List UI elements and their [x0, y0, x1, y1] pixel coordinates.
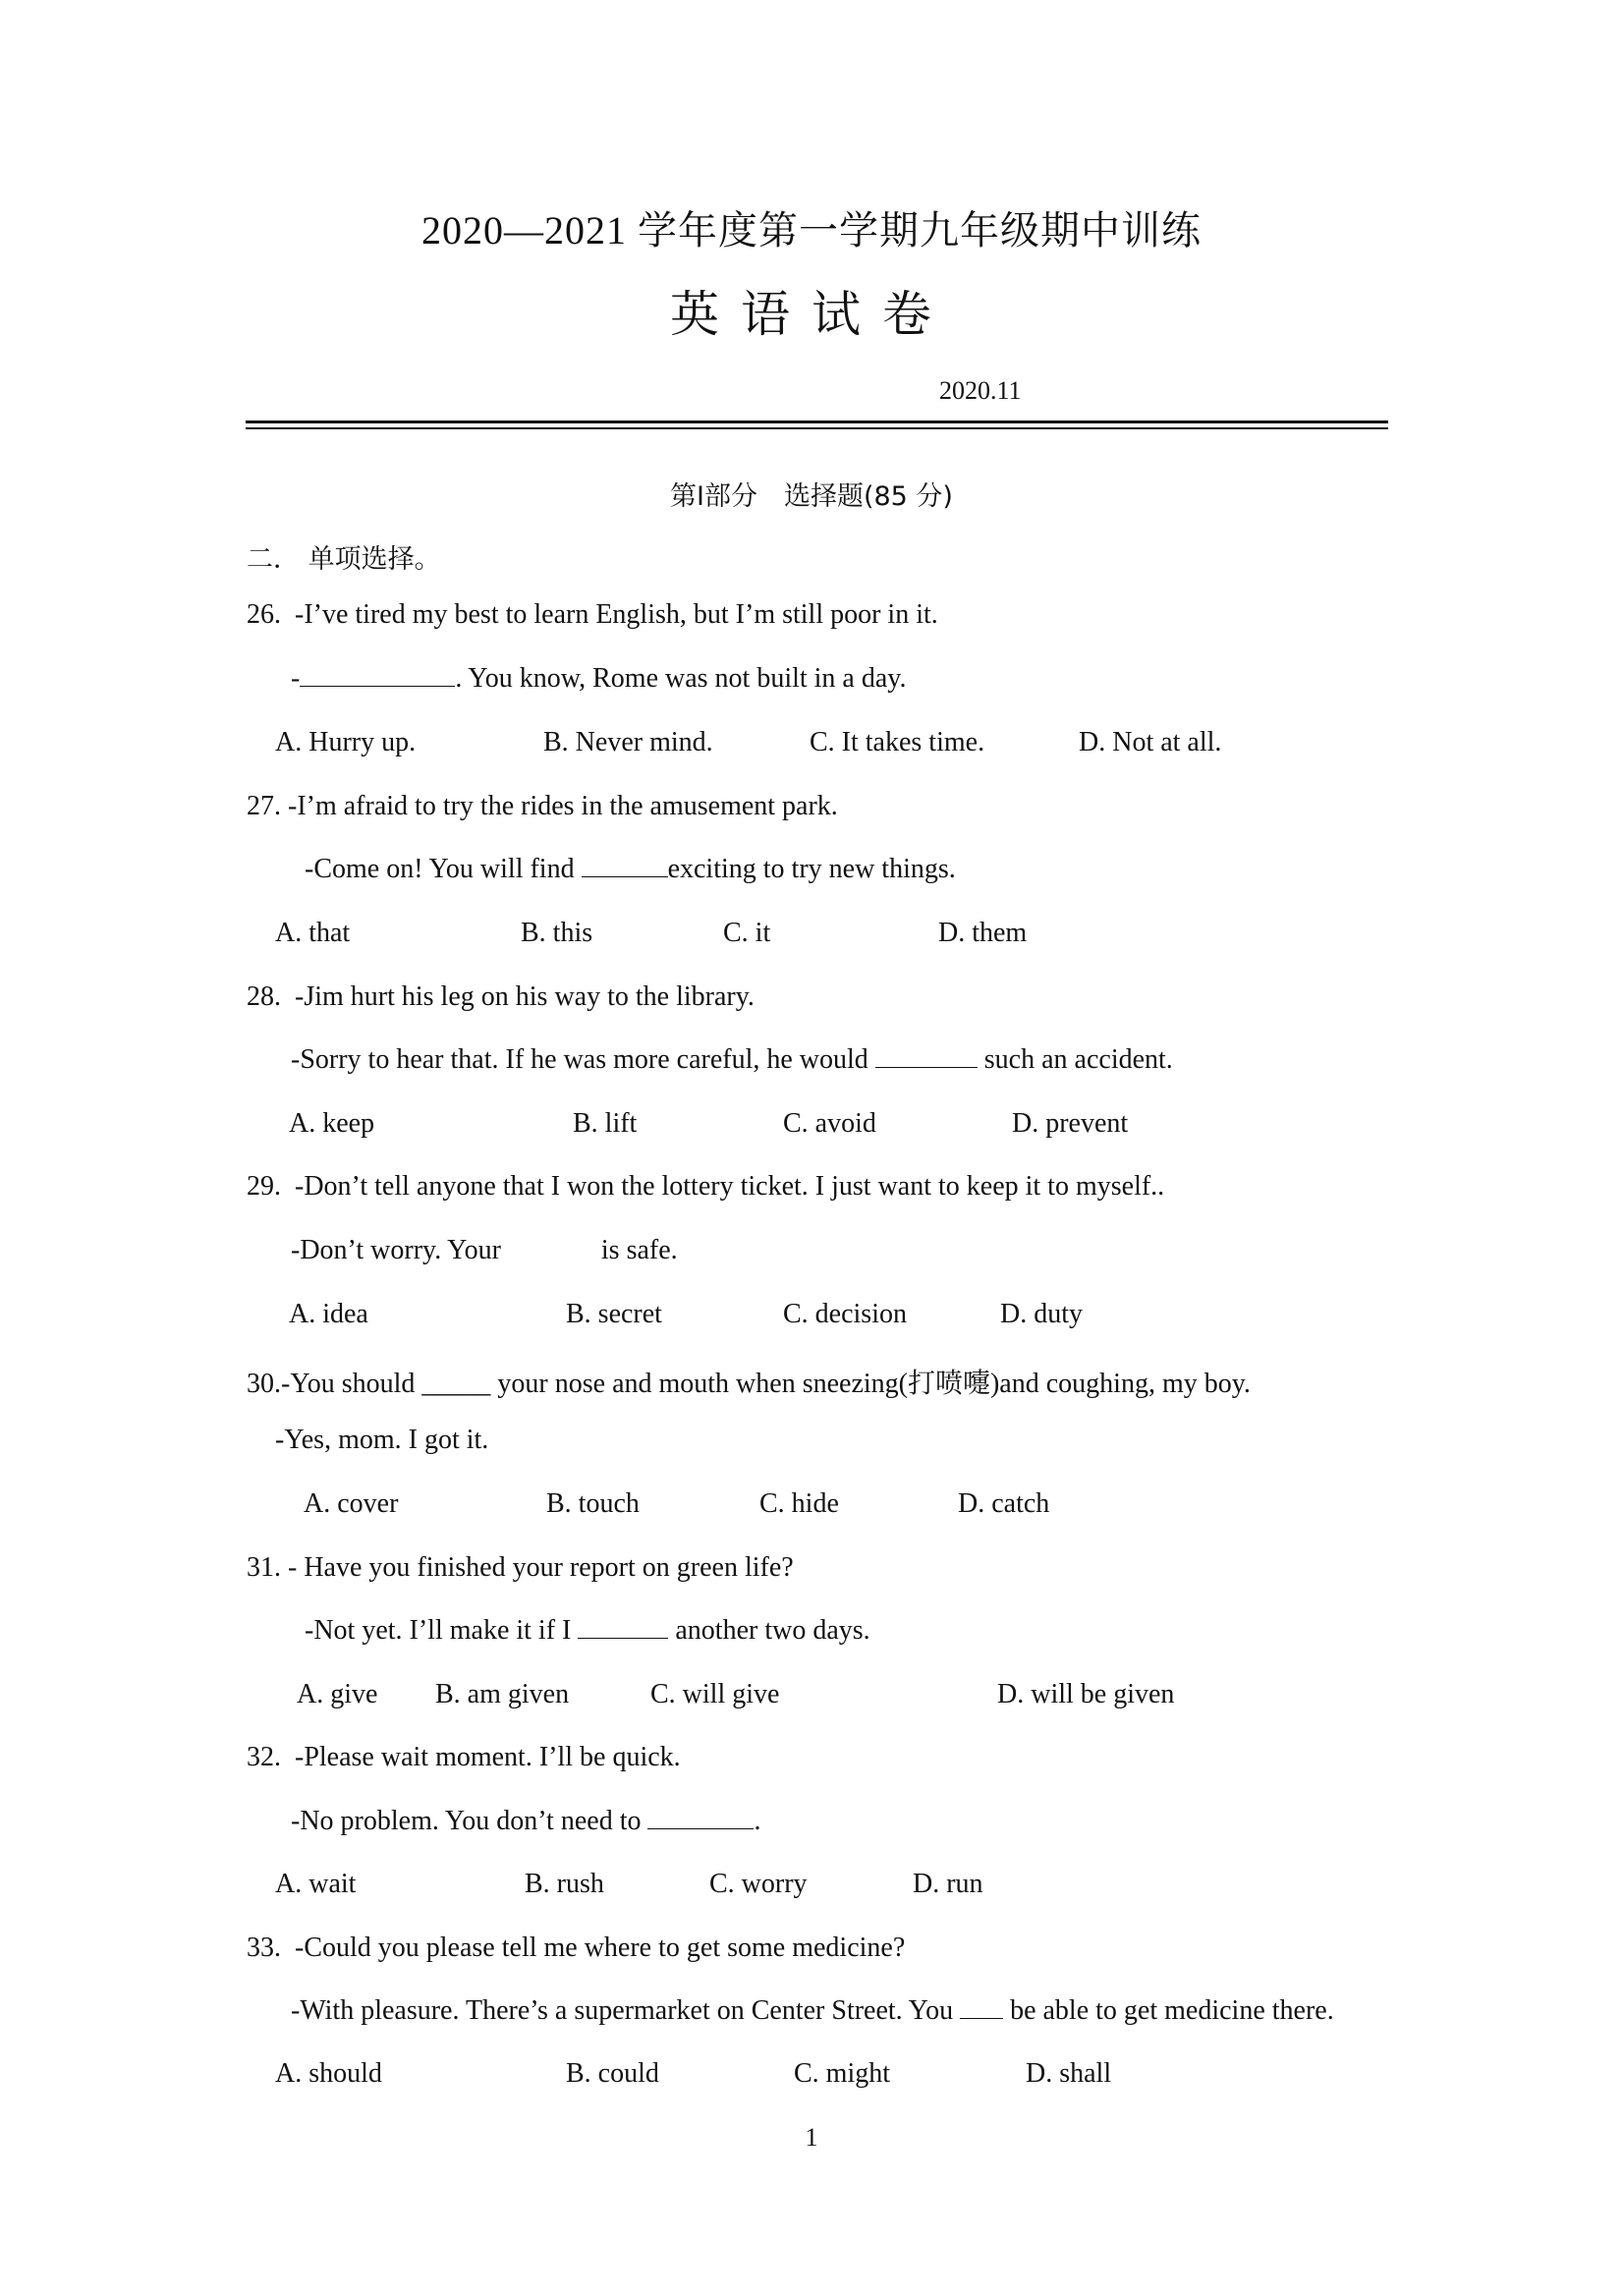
question-32-reply: -No problem. You don’t need to . — [291, 1806, 761, 1836]
question-text: -I’m afraid to try the rides in the amusement park. — [288, 791, 838, 821]
option-28-b: B. lift — [573, 1108, 638, 1139]
question-number: 31. — [247, 1552, 281, 1583]
option-32-c: C. worry — [709, 1869, 808, 1899]
option-31-c: C. will give — [650, 1679, 780, 1709]
question-text: -Could you please tell me where to get some medicine? — [295, 1932, 906, 1963]
option-26-a: A. Hurry up. — [275, 727, 417, 757]
question-26-stem — [247, 599, 938, 631]
option-33-d: D. shall — [1026, 2058, 1112, 2089]
header-rule-thick — [246, 420, 1388, 423]
answer-blank — [647, 1809, 754, 1829]
section-heading: 第Ⅰ部分 选择题(85 分) — [670, 481, 953, 512]
question-number: 26. — [247, 599, 281, 630]
option-29-d: D. duty — [1000, 1299, 1083, 1329]
option-27-a: A. that — [275, 918, 351, 948]
option-33-a: A. should — [275, 2058, 382, 2089]
option-32-d: D. run — [913, 1869, 983, 1899]
option-28-d: D. prevent — [1012, 1108, 1129, 1139]
option-28-c: C. avoid — [783, 1108, 876, 1139]
question-31-stem — [247, 1552, 794, 1584]
question-27-stem — [247, 791, 838, 822]
option-33-b: B. could — [566, 2058, 659, 2089]
option-26-c: C. It takes time. — [810, 727, 985, 757]
question-text: -Please wait moment. I’ll be quick. — [295, 1742, 681, 1772]
answer-blank — [300, 666, 455, 687]
option-28-a: A. keep — [289, 1108, 375, 1139]
question-30-reply: -Yes, mom. I got it. — [275, 1425, 489, 1455]
option-29-a: A. idea — [289, 1299, 368, 1329]
option-27-c: C. it — [723, 918, 771, 948]
option-31-b: B. am given — [435, 1679, 570, 1709]
question-26-reply: - . You know, Rome was not built in a day. — [291, 663, 907, 694]
part-label: 二． 单项选择。 — [247, 544, 441, 575]
question-text: -You should _____ your nose and mouth when sneezing(打喷嚏)and coughing, my boy. — [281, 1369, 1251, 1399]
option-31-a: A. give — [297, 1679, 378, 1709]
question-29-stem — [247, 1171, 1164, 1203]
question-text: -Jim hurt his leg on his way to the library. — [295, 981, 755, 1012]
question-27-reply: -Come on! You will find exciting to try new things. — [305, 854, 956, 884]
question-33-stem — [247, 1932, 905, 1964]
option-27-b: B. this — [521, 918, 593, 948]
question-text: -I’ve tired my best to learn English, but I’m still poor in it. — [295, 599, 938, 630]
option-32-a: A. wait — [275, 1869, 357, 1899]
question-text: -Don’t tell anyone that I won the lottery ticket. I just want to keep it to myself.. — [295, 1171, 1165, 1202]
option-30-b: B. touch — [546, 1488, 640, 1519]
question-31-reply: -Not yet. I’ll make it if I another two days. — [305, 1615, 870, 1646]
page-number: 1 — [805, 2123, 818, 2152]
answer-blank — [960, 1998, 1003, 2019]
question-28-stem — [247, 981, 755, 1013]
option-31-d: D. will be given — [997, 1679, 1175, 1709]
answer-blank — [875, 1047, 978, 1068]
question-number: 33. — [247, 1932, 281, 1963]
exam-date: 2020.11 — [939, 376, 1022, 405]
question-29-reply: -Don’t worry. Your is safe. — [291, 1235, 678, 1265]
question-text: - Have you finished your report on green life? — [288, 1552, 794, 1583]
option-26-b: B. Never mind. — [543, 727, 713, 757]
exam-subtitle: 英语试卷 — [670, 287, 953, 342]
question-number: 28. — [247, 981, 281, 1012]
question-28-reply: -Sorry to hear that. If he was more careful, he would such an accident. — [291, 1044, 1173, 1075]
option-33-c: C. might — [794, 2058, 891, 2089]
question-number: 27. — [247, 791, 281, 821]
answer-blank — [578, 1618, 668, 1639]
question-number: 29. — [247, 1171, 281, 1202]
option-29-c: C. decision — [783, 1299, 907, 1329]
option-32-b: B. rush — [525, 1869, 604, 1899]
question-30-stem — [247, 1362, 1251, 1401]
question-32-stem — [247, 1742, 681, 1773]
question-number: 32. — [247, 1742, 281, 1772]
answer-blank — [582, 857, 668, 877]
option-27-d: D. them — [938, 918, 1028, 948]
option-29-b: B. secret — [566, 1299, 662, 1329]
option-26-d: D. Not at all. — [1079, 727, 1222, 757]
exam-title: 2020—2021 学年度第一学期九年级期中训练 — [421, 208, 1202, 252]
question-number: 30. — [247, 1369, 281, 1399]
option-30-c: C. hide — [759, 1488, 839, 1519]
option-30-d: D. catch — [958, 1488, 1050, 1519]
option-30-a: A. cover — [304, 1488, 399, 1519]
header-rule-thin — [246, 427, 1388, 429]
question-33-reply: -With pleasure. There’s a supermarket on Center Street. You be able to get medicine there. — [291, 1995, 1334, 2026]
